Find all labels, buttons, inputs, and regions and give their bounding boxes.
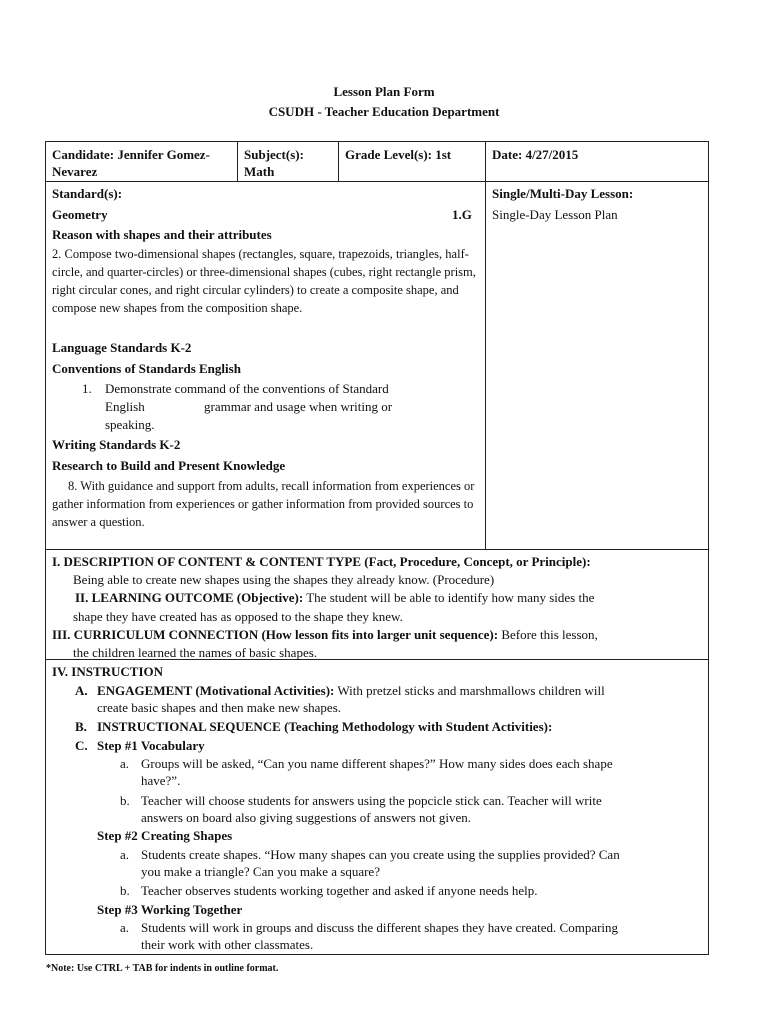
conventions-line-2b: grammar and usage when writing or bbox=[204, 399, 393, 414]
conventions-line-2a: English bbox=[105, 399, 145, 414]
standard-item-2: 2. Compose two-dimensional shapes (rectangles, square, trapezoids, triangles, half-circle, and quarter-circles) or three-dimensional shapes (cubes, right rectangle prism, right circular cones, and right circular cylinders) to create a composite shape, and compose new shapes from the composition shape. bbox=[52, 247, 476, 315]
step-1-b-line-2: answers on board also giving suggestions of answers not given. bbox=[141, 810, 472, 825]
form-title: Lesson Plan Form bbox=[333, 84, 435, 99]
step-1-a-line-2: have?”. bbox=[141, 773, 181, 788]
step-1-heading: Step #1 Vocabulary bbox=[97, 738, 205, 753]
section-2-heading: II. LEARNING OUTCOME (Objective): bbox=[75, 590, 304, 605]
date-cell: Date: 4/27/2015 bbox=[492, 147, 579, 162]
step-2-heading: Step #2 Creating Shapes bbox=[97, 828, 233, 843]
step-2-b-marker: b. bbox=[120, 883, 130, 898]
conventions-line-3: speaking. bbox=[105, 417, 155, 432]
section-1-text: Being able to create new shapes using the shapes they already know. (Procedure) bbox=[73, 572, 495, 587]
step-3-a-line-1: Students will work in groups and discuss the different shapes they have created. Comparing bbox=[141, 920, 619, 935]
standard-item-8: 8. With guidance and support from adults, recall information from experiences or gather information from experiences or gather information from provided sources to answer a question. bbox=[52, 479, 475, 529]
lesson-type-heading: Single/Multi-Day Lesson: bbox=[492, 186, 634, 201]
language-heading: Language Standards K-2 bbox=[52, 340, 192, 355]
subject-cell: Subject(s): Math bbox=[244, 147, 304, 179]
step-1-b-line-1: Teacher will choose students for answers using the popcicle stick can. Teacher will write bbox=[141, 793, 602, 808]
grade-cell: Grade Level(s): 1st bbox=[345, 147, 452, 162]
conventions-heading: Conventions of Standards English bbox=[52, 361, 241, 376]
geometry-label: Geometry bbox=[52, 207, 108, 222]
writing-heading: Writing Standards K-2 bbox=[52, 437, 181, 452]
sequence-marker: B. bbox=[75, 719, 87, 734]
conventions-line-1: Demonstrate command of the conventions of Standard bbox=[105, 381, 389, 396]
conventions-number: 1. bbox=[82, 381, 92, 396]
geometry-code: 1.G bbox=[452, 207, 472, 222]
reason-heading: Reason with shapes and their attributes bbox=[52, 227, 272, 242]
section-3-line-1 bbox=[52, 626, 598, 643]
section-2-line-2: shape they have created has as opposed to the shape they knew. bbox=[73, 609, 403, 624]
sequence-heading: INSTRUCTIONAL SEQUENCE (Teaching Methodology with Student Activities): bbox=[97, 719, 553, 734]
engagement-line-2: create basic shapes and then make new shapes. bbox=[97, 700, 342, 715]
section-1-heading: I. DESCRIPTION OF CONTENT & CONTENT TYPE (Fact, Procedure, Concept, or Principle): bbox=[52, 554, 591, 569]
candidate-cell: Candidate: Jennifer Gomez-Nevarez bbox=[52, 147, 210, 179]
engagement-line-1 bbox=[97, 682, 605, 699]
section-3-text: Before this lesson, bbox=[501, 627, 598, 642]
engagement-text: With pretzel sticks and marshmallows children will bbox=[337, 683, 605, 698]
step-3-heading: Step #3 Working Together bbox=[97, 902, 243, 917]
step-1-a-marker: a. bbox=[120, 756, 130, 771]
form-subtitle: CSUDH - Teacher Education Department bbox=[268, 104, 500, 119]
step-2-a-marker: a. bbox=[120, 847, 130, 862]
section-2-text: The student will be able to identify how many sides the bbox=[306, 590, 595, 605]
step-3-a-marker: a. bbox=[120, 920, 130, 935]
instruction-heading: IV. INSTRUCTION bbox=[52, 664, 164, 679]
section-3-heading: III. CURRICULUM CONNECTION (How lesson fits into larger unit sequence): bbox=[52, 627, 499, 642]
footer-note: *Note: Use CTRL + TAB for indents in outline format. bbox=[46, 963, 279, 974]
step-2-b-line-1: Teacher observes students working together and asked if anyone needs help. bbox=[141, 883, 538, 898]
standards-heading: Standard(s): bbox=[52, 186, 123, 201]
step-1-b-marker: b. bbox=[120, 793, 130, 808]
section-2-line-1 bbox=[75, 589, 594, 606]
step-3-a-line-2: their work with other classmates. bbox=[141, 937, 314, 952]
step-1-a-line-1: Groups will be asked, “Can you name different shapes?” How many sides does each shape bbox=[141, 756, 613, 771]
step-2-a-line-2: you make a triangle? Can you make a square? bbox=[141, 864, 380, 879]
lesson-type-value: Single-Day Lesson Plan bbox=[492, 207, 618, 222]
section-3-line-2: the children learned the names of basic shapes. bbox=[73, 645, 318, 660]
engagement-marker: A. bbox=[75, 683, 88, 698]
research-heading: Research to Build and Present Knowledge bbox=[52, 458, 286, 473]
step-2-a-line-1: Students create shapes. “How many shapes can you create using the supplies provided? Can bbox=[141, 847, 620, 862]
step-c-marker: C. bbox=[75, 738, 88, 753]
engagement-heading: ENGAGEMENT (Motivational Activities): bbox=[97, 683, 335, 698]
